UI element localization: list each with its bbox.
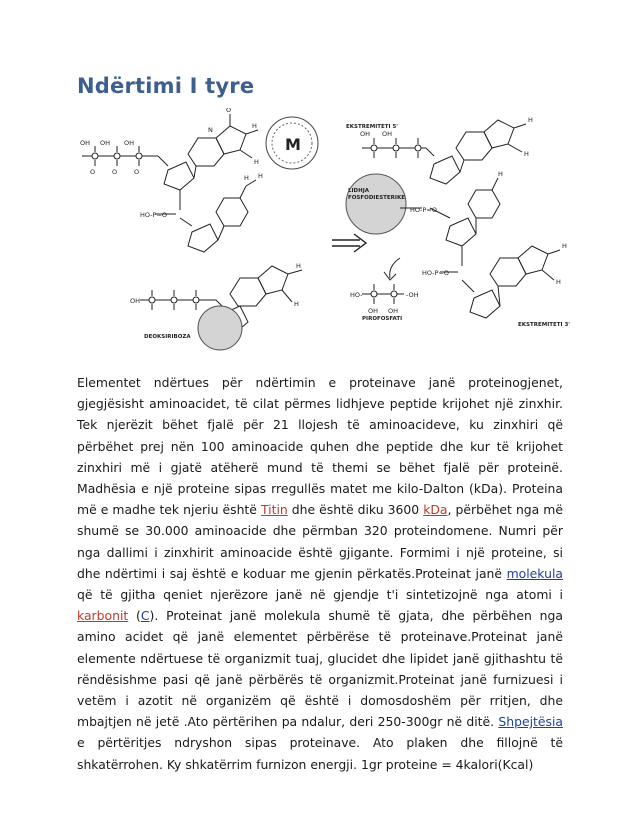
svg-text:HO-P=O: HO-P=O <box>140 211 168 219</box>
svg-text:OH: OH <box>382 130 393 138</box>
svg-text:-OH: -OH <box>406 291 419 299</box>
svg-text:HO-P=O: HO-P=O <box>410 206 438 214</box>
text-segment-5: ( <box>128 608 141 624</box>
svg-text:H: H <box>562 242 567 250</box>
text-segment-3: , përbëhet nga më shumë se 30.000 aminoacide dhe përmban 320 proteindomene. Numri për nga dallimi i zinxhirit aminoacide është gjigante. Formimi i një proteine, si dhe ndërtimi i saj është e koduar me gjenin përkatës.Proteinat janë <box>77 502 563 581</box>
label-deoxyribose: DEOKSIRIBOZA <box>144 334 191 340</box>
svg-text:OH: OH <box>80 139 91 147</box>
link-shpejtesia[interactable]: Shpejtësia <box>498 714 563 730</box>
svg-text:HO-P=O: HO-P=O <box>422 269 450 277</box>
label-pyrophosphate: PIROFOSFATI <box>362 316 403 322</box>
svg-text:H: H <box>528 116 533 124</box>
text-segment-4: që të gjitha qeniet njerëzore janë në gjendje t'i sintetizojnë nga atomi i <box>77 587 563 603</box>
svg-text:O: O <box>134 168 140 176</box>
dna-polymerization-diagram <box>70 108 570 366</box>
link-molekula[interactable]: molekula <box>506 565 563 581</box>
label-phosphodiester-2: FOSFODIESTERIKE <box>348 195 405 201</box>
svg-text:H: H <box>498 170 503 178</box>
reaction-arrow <box>332 234 366 252</box>
label-three-prime-end: EKSTREMITETI 3' <box>518 322 570 328</box>
body-paragraph <box>77 372 563 775</box>
triphosphate-left <box>82 146 168 166</box>
svg-text:H: H <box>294 300 299 308</box>
svg-text:OH: OH <box>368 307 379 315</box>
svg-text:OH: OH <box>360 130 371 138</box>
svg-text:O: O <box>90 168 96 176</box>
svg-text:H: H <box>556 278 561 286</box>
link-c[interactable]: C <box>140 608 150 624</box>
svg-text:H: H <box>252 122 257 130</box>
svg-text:H: H <box>296 262 301 270</box>
svg-text:H: H <box>244 174 249 182</box>
svg-text:H: H <box>254 158 259 166</box>
link-kda[interactable]: kDa <box>423 502 448 518</box>
text-segment-7: e përtëritjes ndryshon sipas proteinave. Ato plaken dhe fillojnë të shkatërrohen. Ky shkatërrim furnizon energji. 1gr proteine = 4kalori(Kcal) <box>77 735 563 772</box>
svg-text:O: O <box>112 168 118 176</box>
link-karbonit[interactable]: karbonit <box>77 608 129 624</box>
page-heading: Ndërtimi I tyre <box>77 74 255 98</box>
text-segment-6: ). Proteinat janë molekula shumë të gjata, dhe përbëhen nga amino acidet që janë elementet përbërëse të proteinave.Proteinat janë elemente ndërtuese të organizmit tuaj, glucidet dhe lipidet janë gjithashtu të rëndësishme pasi që janë përbërës të organizmit.Proteinat janë furnizuesi i vetëm i azotit në organizëm që është i domosdoshëm për rritjen, dhe mbajtjen në jetë .Ato përtërihen pa ndalur, deri 250-300gr në ditë. <box>77 608 563 730</box>
label-five-prime-end: EKSTREMITETI 5' <box>346 124 398 130</box>
label-phosphodiester-1: LIDHJA <box>348 188 370 194</box>
text-segment-1: Elementet ndërtues për ndërtimin e proteinave janë proteinogjenet, gjegjësisht aminoacidet, të cilat përmes lidhjeve peptide krijohet një zinxhir. Tek njerëzit bëhet fjalë për 21 llojesh të aminoacideve, ku zinxhiri që përbëhet prej nën 100 aminoacide quhen dhe peptide dhe kur të krijohet zinxhiri më i gjatë atëherë mund të themi se bëhet fjalë për proteinë. Madhësia e një proteine sipas rregullës matet me kilo-Dalton (kDa). Proteina më e madhe tek njeriu është <box>77 375 563 518</box>
svg-text:H: H <box>524 150 529 158</box>
link-titin[interactable]: Titin <box>260 502 288 518</box>
svg-text:H: H <box>258 172 263 180</box>
text-segment-2: dhe është diku 3600 <box>287 502 424 518</box>
svg-text:O: O <box>226 108 232 114</box>
diagram-svg <box>70 108 570 366</box>
svg-text:OH: OH <box>388 307 399 315</box>
svg-text:OH: OH <box>124 139 135 147</box>
svg-text:HO-: HO- <box>350 291 363 299</box>
svg-text:N: N <box>208 126 213 134</box>
svg-text:OH: OH <box>130 297 141 305</box>
svg-text:OH: OH <box>100 139 111 147</box>
seal-logo-letter: M <box>285 135 301 154</box>
